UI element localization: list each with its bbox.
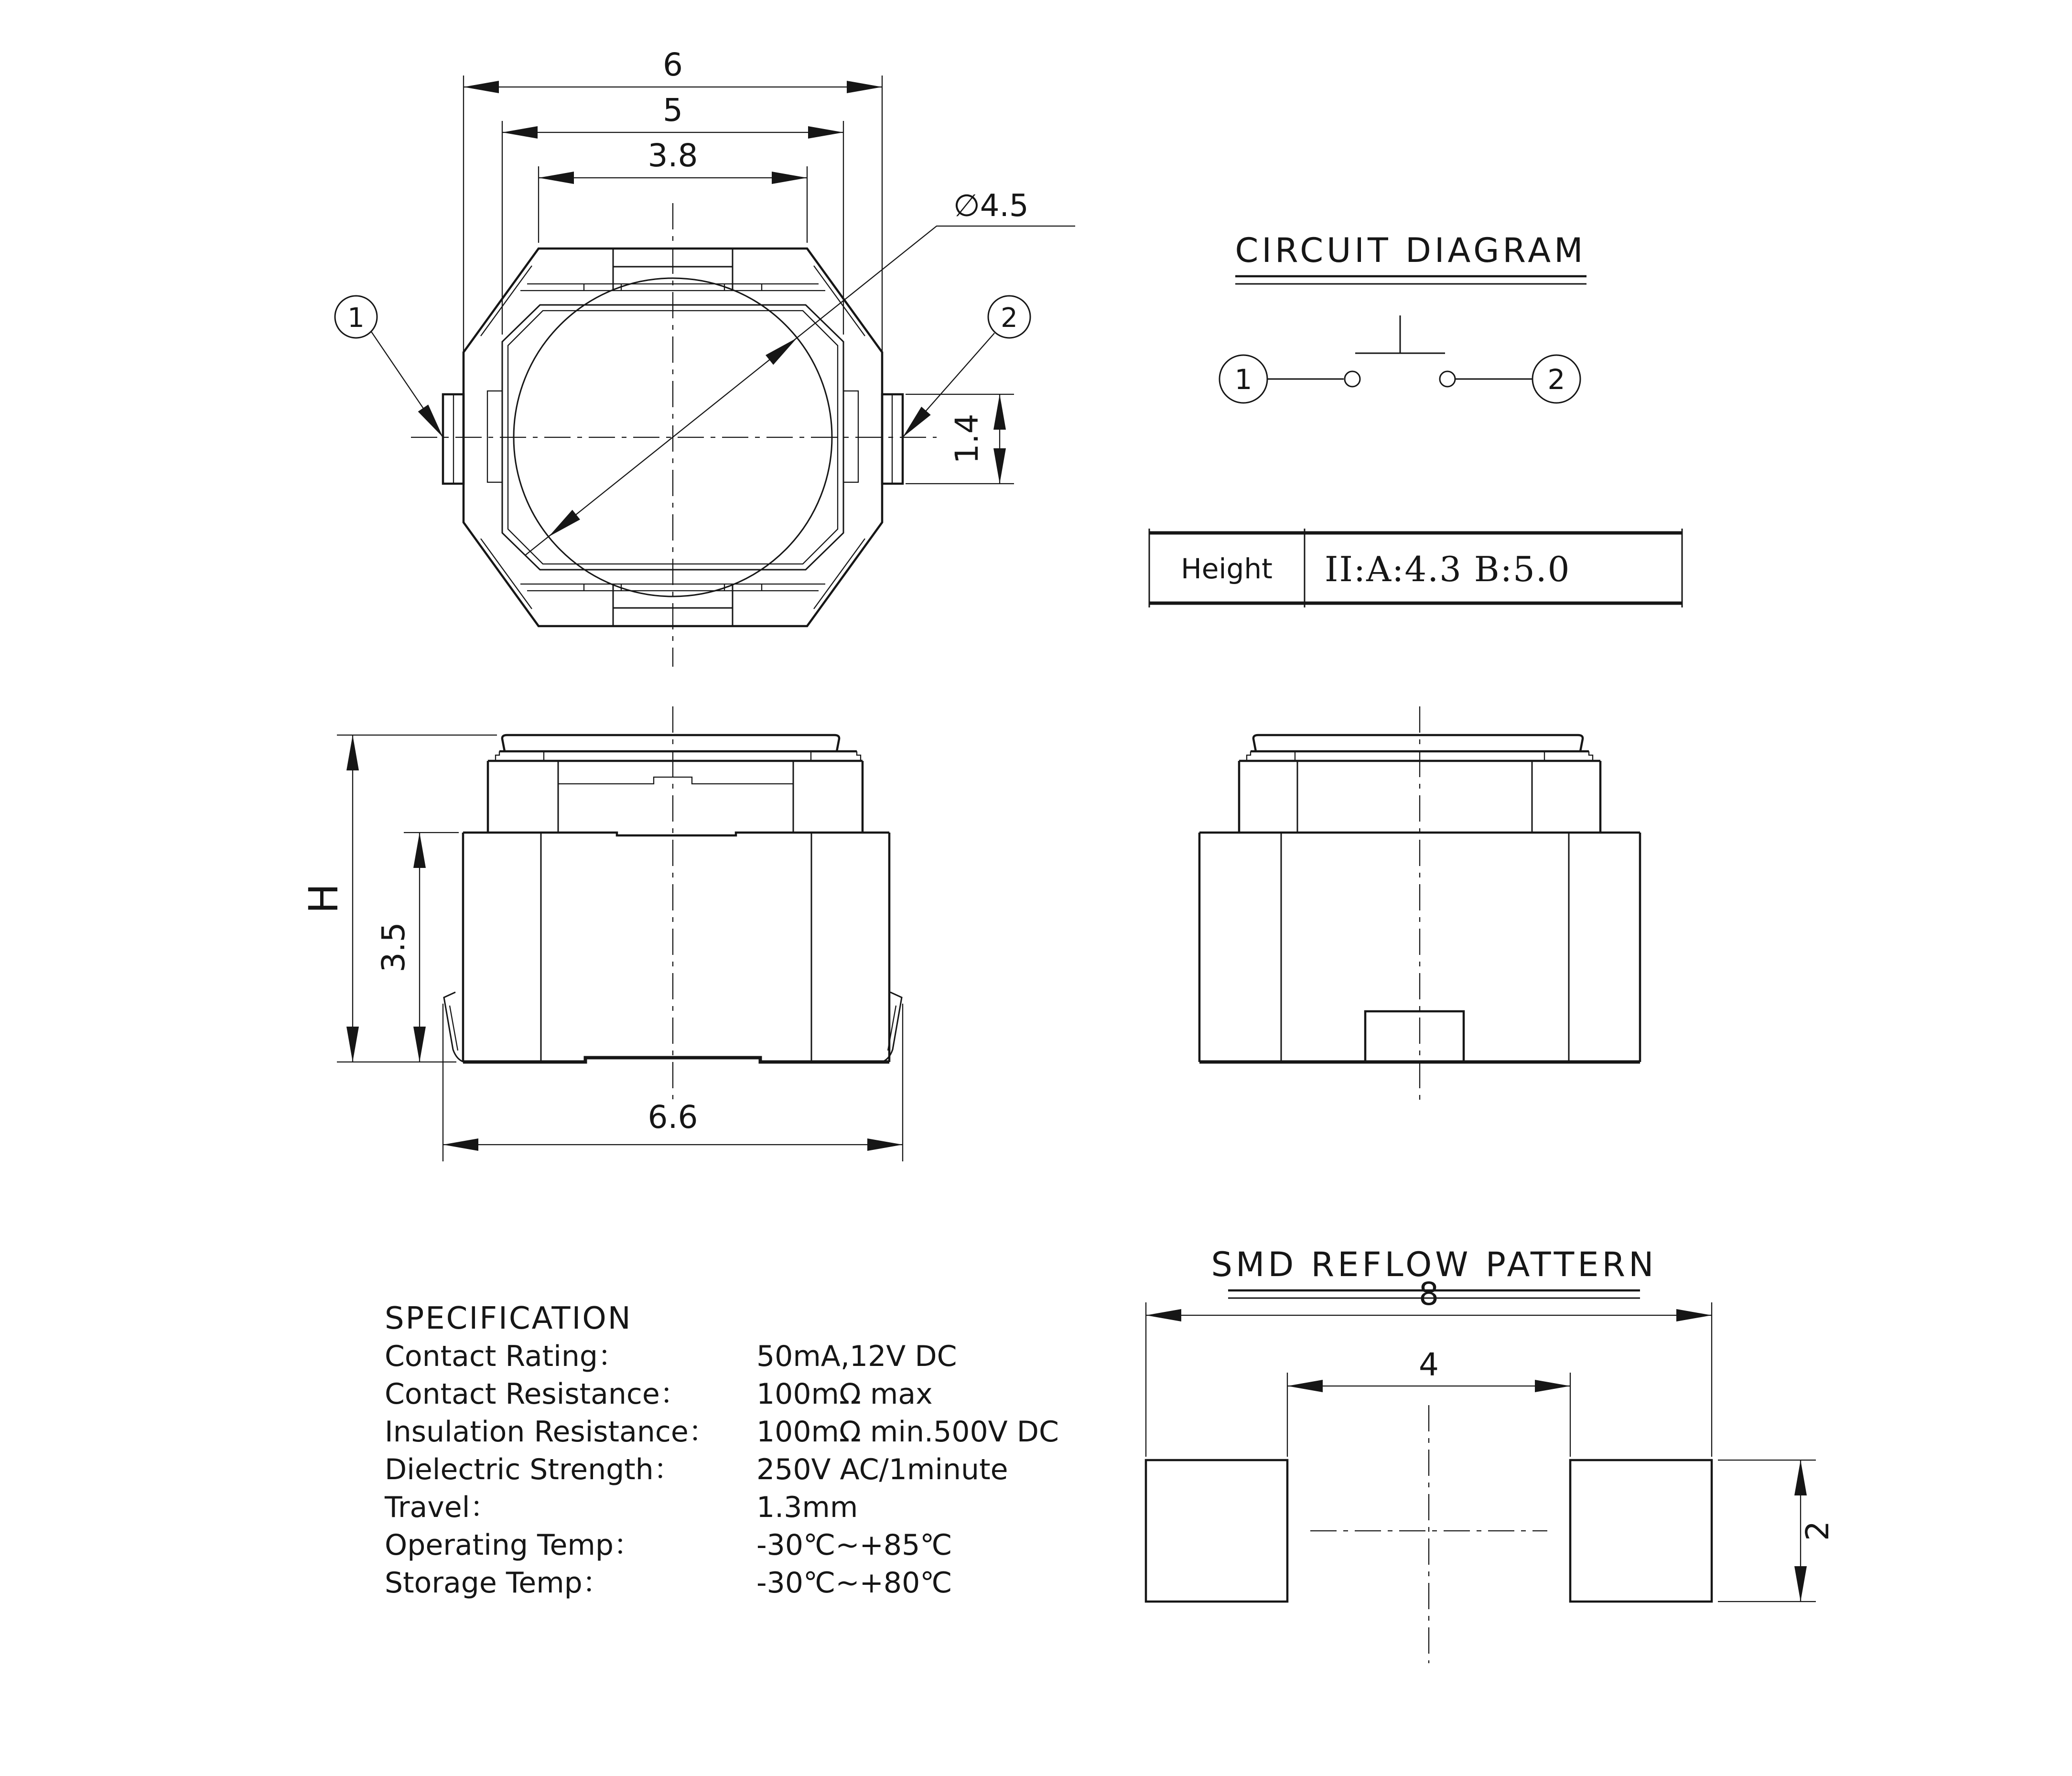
spec-row-value: 250V AC/1minute <box>756 1453 1008 1486</box>
spec-row-label: Dielectric Strength： <box>385 1453 682 1486</box>
switch-symbol <box>1267 315 1532 387</box>
spec-row-label: Travel： <box>385 1491 499 1524</box>
top-view-wall-recess-right <box>843 391 858 482</box>
callout-1 <box>335 296 448 441</box>
spec-row-value: 100mΩ min.500V DC <box>756 1415 1059 1449</box>
top-view-wall-recess-left <box>487 391 502 482</box>
side-cap-plate <box>1253 735 1583 751</box>
spec-row-label: Contact Rating： <box>385 1340 626 1373</box>
circuit-pin-1-label: 1 <box>1234 363 1252 396</box>
dim-1-4-label: 1.4 <box>949 413 985 464</box>
circuit-pin-2-label: 2 <box>1547 363 1565 396</box>
top-view <box>335 46 1075 667</box>
dim-H <box>300 735 497 1062</box>
front-view <box>300 706 903 1161</box>
dim-6-6-label: 6.6 <box>648 1099 698 1136</box>
circuit-diagram <box>1219 231 1586 403</box>
smd-pad-right <box>1570 1460 1712 1602</box>
spec-row-label: Operating Temp： <box>385 1528 642 1562</box>
terminal-right <box>882 394 903 484</box>
dim-4-label: 4 <box>1419 1346 1439 1383</box>
front-cap-flange <box>488 751 863 761</box>
front-upper-block <box>488 761 863 833</box>
height-table-value: II:A:4.3 B:5.0 <box>1325 549 1571 589</box>
spec-row-value: -30℃~+80℃ <box>756 1566 952 1600</box>
dim-8-label: 8 <box>1419 1276 1439 1312</box>
dim-2-label: 2 <box>1799 1521 1836 1541</box>
specification <box>384 1301 1059 1600</box>
dim-3-5-label: 3.5 <box>375 922 412 973</box>
callout-1-label: 1 <box>347 303 365 334</box>
spec-row-label: Storage Temp： <box>385 1566 611 1600</box>
height-table <box>1149 529 1682 607</box>
front-cap-plate <box>502 735 839 751</box>
dim-2 <box>1718 1460 1836 1602</box>
smd-pattern-title: SMD REFLOW PATTERN <box>1211 1245 1657 1284</box>
dim-3-5 <box>375 833 459 1062</box>
callout-2-label: 2 <box>1001 303 1018 334</box>
spec-row-label: Insulation Resistance： <box>385 1415 717 1449</box>
dim-diameter-label: ∅4.5 <box>953 188 1029 224</box>
spec-row-value: 1.3mm <box>756 1491 858 1524</box>
dim-6-label: 6 <box>663 46 683 83</box>
circuit-diagram-title: CIRCUIT DIAGRAM <box>1235 231 1586 270</box>
spec-row-value: 50mA,12V DC <box>756 1340 957 1373</box>
dim-5-label: 5 <box>663 92 683 129</box>
dim-H-label: H <box>300 883 347 914</box>
spec-row-value: -30℃~+85℃ <box>756 1528 952 1562</box>
height-table-label: Height <box>1181 552 1273 585</box>
smd-pad-left <box>1146 1460 1287 1602</box>
spec-row-label: Contact Resistance： <box>385 1377 689 1411</box>
specification-title: SPECIFICATION <box>385 1301 632 1336</box>
front-base-block <box>463 833 889 1062</box>
smd-pattern <box>1146 1245 1836 1663</box>
side-view <box>1199 706 1640 1102</box>
dim-3-8-label: 3.8 <box>648 137 698 174</box>
dia-leader <box>526 188 1075 555</box>
terminal-left <box>443 394 464 484</box>
spec-row-value: 100mΩ max <box>756 1377 933 1411</box>
